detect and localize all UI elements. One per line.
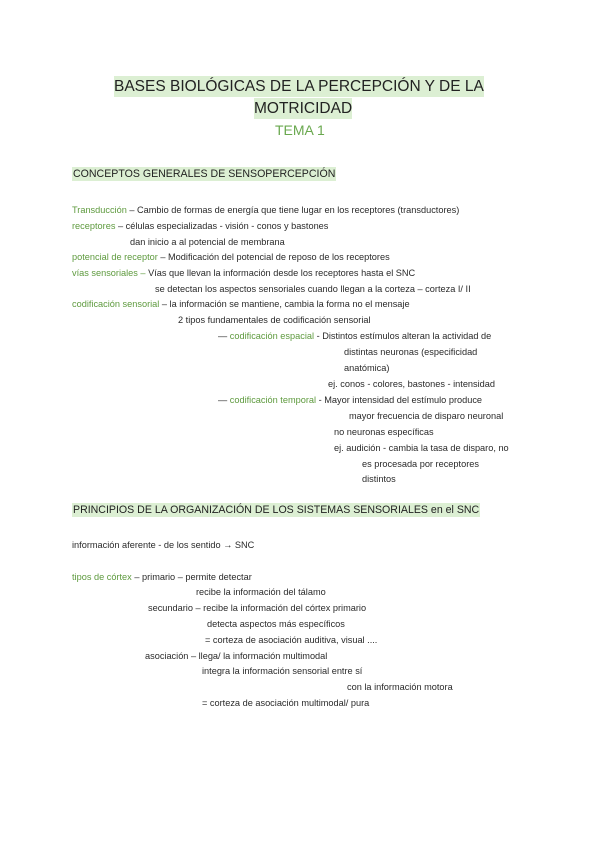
- def-codificacion: – la información se mantiene, cambia la forma no el mensaje: [159, 299, 410, 309]
- def-espacial: - Distintos estímulos alteran la actividad de: [314, 331, 492, 341]
- line-receptores: [72, 220, 328, 232]
- def-receptores: – células especializadas - visión - conos y bastones: [115, 221, 329, 231]
- def-temporal: - Mayor intensidad del estímulo produce: [316, 395, 483, 405]
- term-vias: vías sensoriales –: [72, 268, 146, 278]
- def-primario: – primario – permite detectar: [131, 572, 252, 582]
- title-line-1: BASES BIOLÓGICAS DE LA PERCEPCIÓN Y DE LA: [114, 78, 484, 95]
- line-espacial-2: distintas neuronas (especificidad: [344, 347, 478, 357]
- term-transduccion: Transducción: [72, 205, 127, 215]
- line-tipos-cortex: [72, 571, 252, 583]
- line-espacial-3: anatómica): [344, 363, 390, 373]
- term-receptores: receptores: [72, 221, 116, 231]
- line-temporal-2: mayor frecuencia de disparo neuronal: [349, 411, 504, 421]
- line-aferente: información aferente - de los sentido → SNC: [72, 540, 255, 550]
- line-codificacion: [72, 298, 410, 310]
- dash-espacial: —: [218, 331, 230, 341]
- line-tipos-codificacion: 2 tipos fundamentales de codificación sensorial: [178, 315, 371, 325]
- dash-temporal: —: [218, 395, 230, 405]
- term-temporal: codificación temporal: [229, 395, 317, 405]
- line-receptores-cont: dan inicio a al potencial de membrana: [130, 237, 285, 247]
- line-temporal-ej-3: distintos: [362, 474, 396, 484]
- title-line-2: MOTRICIDAD: [254, 100, 353, 117]
- line-potencial: [72, 251, 390, 263]
- line-asociacion-3: con la información motora: [347, 682, 453, 692]
- line-vias: [72, 267, 415, 279]
- term-potencial: potencial de receptor: [72, 252, 158, 262]
- line-temporal: [218, 394, 482, 406]
- section-heading-principios: PRINCIPIOS DE LA ORGANIZACIÓN DE LOS SISTEMAS SENSORIALES en el SNC: [73, 504, 480, 516]
- line-espacial: [218, 330, 491, 342]
- line-temporal-ej: ej. audición - cambia la tasa de disparo, no: [334, 443, 509, 453]
- line-espacial-ej: ej. conos - colores, bastones - intensidad: [328, 379, 495, 389]
- line-asociacion: asociación – llega/ la información multimodal: [145, 651, 328, 661]
- line-primario-2: recibe la información del tálamo: [196, 587, 326, 597]
- subtitle: TEMA 1: [275, 122, 325, 138]
- line-transduccion: [72, 204, 459, 216]
- line-secundario-2: detecta aspectos más específicos: [207, 619, 345, 629]
- line-secundario-3: = corteza de asociación auditiva, visual ....: [205, 635, 378, 645]
- def-transduccion: – Cambio de formas de energía que tiene lugar en los receptores (transductores): [126, 205, 460, 215]
- section-heading-conceptos: CONCEPTOS GENERALES DE SENSOPERCEPCIÓN: [73, 168, 336, 180]
- line-secundario: secundario – recibe la información del córtex primario: [148, 603, 367, 613]
- line-asociacion-4: = corteza de asociación multimodal/ pura: [202, 698, 370, 708]
- line-temporal-3: no neuronas específicas: [334, 427, 434, 437]
- def-vias: Vías que llevan la información desde los receptores hasta el SNC: [145, 268, 416, 278]
- term-tipos-cortex: tipos de córtex: [72, 572, 132, 582]
- line-temporal-ej-2: es procesada por receptores: [362, 459, 479, 469]
- term-codificacion: codificación sensorial: [72, 299, 160, 309]
- line-asociacion-2: integra la información sensorial entre sí: [202, 666, 363, 676]
- term-espacial: codificación espacial: [229, 331, 315, 341]
- def-potencial: – Modificación del potencial de reposo de los receptores: [157, 252, 390, 262]
- line-vias-cont: se detectan los aspectos sensoriales cuando llegan a la corteza – corteza I/ II: [155, 284, 471, 294]
